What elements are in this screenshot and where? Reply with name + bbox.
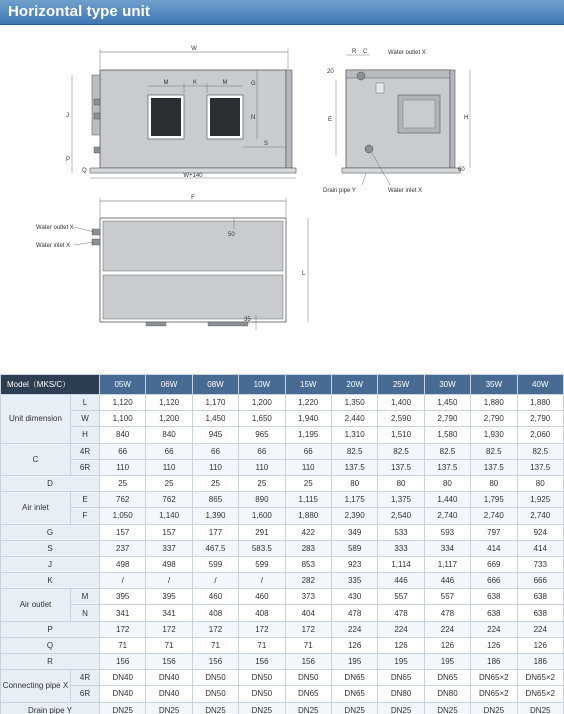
table-cell: 1,580 bbox=[424, 427, 470, 443]
side-view-drawing bbox=[323, 49, 470, 194]
model-col: 05W bbox=[100, 375, 146, 395]
table-cell: 408 bbox=[192, 605, 238, 621]
table-cell: 1,880 bbox=[471, 395, 517, 411]
table-cell: 172 bbox=[192, 621, 238, 637]
table-cell: 430 bbox=[331, 589, 377, 605]
row-sub-label: H bbox=[71, 427, 100, 443]
row-sub-label: M bbox=[71, 589, 100, 605]
table-cell: 2,790 bbox=[517, 411, 563, 427]
table-cell: 335 bbox=[331, 573, 377, 589]
table-cell: 137.5 bbox=[517, 459, 563, 475]
table-cell: 2,790 bbox=[424, 411, 470, 427]
table-cell: 467.5 bbox=[192, 540, 238, 556]
table-cell: DN65 bbox=[378, 670, 424, 686]
table-cell: 156 bbox=[146, 654, 192, 670]
table-cell: 1,930 bbox=[471, 427, 517, 443]
table-cell: 71 bbox=[239, 637, 285, 653]
table-cell: 172 bbox=[239, 621, 285, 637]
table-cell: 177 bbox=[192, 524, 238, 540]
table-cell: 66 bbox=[239, 443, 285, 459]
table-cell: 25 bbox=[100, 475, 146, 491]
table-cell: 2,740 bbox=[424, 508, 470, 524]
table-cell: 1,925 bbox=[517, 492, 563, 508]
table-cell: DN50 bbox=[239, 670, 285, 686]
table-cell: 1,350 bbox=[331, 395, 377, 411]
table-cell: 66 bbox=[100, 443, 146, 459]
table-cell: 25 bbox=[192, 475, 238, 491]
table-cell: 478 bbox=[331, 605, 377, 621]
label-f: F bbox=[191, 195, 195, 201]
table-cell: DN50 bbox=[239, 686, 285, 702]
label-q: Q bbox=[82, 168, 87, 174]
table-cell: 71 bbox=[192, 637, 238, 653]
table-cell: 195 bbox=[331, 654, 377, 670]
table-cell: 291 bbox=[239, 524, 285, 540]
table-cell: 82.5 bbox=[378, 443, 424, 459]
top-view-drawing bbox=[36, 195, 308, 330]
table-cell: 840 bbox=[100, 427, 146, 443]
label-j: J bbox=[66, 113, 69, 119]
table-cell: 404 bbox=[285, 605, 331, 621]
table-cell: 1,650 bbox=[239, 411, 285, 427]
label-water-outlet-top: Water outlet X bbox=[36, 225, 74, 231]
table-cell: 414 bbox=[517, 540, 563, 556]
table-cell: 414 bbox=[471, 540, 517, 556]
row-group-label: Unit dimension bbox=[1, 395, 71, 444]
table-cell: 945 bbox=[192, 427, 238, 443]
row-sub-label: 6R bbox=[71, 686, 100, 702]
table-cell: 66 bbox=[285, 443, 331, 459]
table-cell: 797 bbox=[471, 524, 517, 540]
table-cell: DN50 bbox=[285, 670, 331, 686]
table-row bbox=[1, 556, 564, 572]
table-cell: 224 bbox=[471, 621, 517, 637]
table-cell: 1,510 bbox=[378, 427, 424, 443]
table-header-row bbox=[1, 375, 564, 395]
table-cell: 137.5 bbox=[471, 459, 517, 475]
table-cell: 137.5 bbox=[331, 459, 377, 475]
table-cell: 237 bbox=[100, 540, 146, 556]
table-cell: DN80 bbox=[378, 686, 424, 702]
table-cell: DN40 bbox=[100, 670, 146, 686]
table-row bbox=[1, 411, 564, 427]
table-cell: 80 bbox=[378, 475, 424, 491]
table-cell: DN25 bbox=[331, 702, 377, 714]
label-water-inlet-top: Water inlet X bbox=[36, 243, 71, 249]
table-row bbox=[1, 637, 564, 653]
table-row bbox=[1, 702, 564, 714]
table-cell: 593 bbox=[424, 524, 470, 540]
drawings-svg bbox=[0, 25, 564, 370]
table-cell: 341 bbox=[100, 605, 146, 621]
model-col: 25W bbox=[378, 375, 424, 395]
table-cell: 82.5 bbox=[517, 443, 563, 459]
header-bar bbox=[0, 0, 564, 25]
label-g: G bbox=[251, 81, 256, 87]
table-cell: 334 bbox=[424, 540, 470, 556]
table-cell: 126 bbox=[331, 637, 377, 653]
row-sub-label: W bbox=[71, 411, 100, 427]
table-cell: 224 bbox=[517, 621, 563, 637]
label-e: E bbox=[328, 117, 333, 123]
table-cell: / bbox=[146, 573, 192, 589]
table-cell: 2,060 bbox=[517, 427, 563, 443]
table-cell: 1,450 bbox=[424, 395, 470, 411]
table-cell: 1,140 bbox=[146, 508, 192, 524]
row-group-label: S bbox=[1, 540, 100, 556]
table-row bbox=[1, 492, 564, 508]
table-cell: 638 bbox=[517, 605, 563, 621]
table-cell: 1,880 bbox=[517, 395, 563, 411]
label-60: 60 bbox=[458, 167, 465, 173]
table-cell: 82.5 bbox=[424, 443, 470, 459]
table-cell: 2,540 bbox=[378, 508, 424, 524]
table-cell: 1,120 bbox=[100, 395, 146, 411]
table-cell: 1,195 bbox=[285, 427, 331, 443]
table-cell: 478 bbox=[378, 605, 424, 621]
model-col: 35W bbox=[471, 375, 517, 395]
label-drain-pipe: Drain pipe Y bbox=[323, 188, 356, 194]
table-cell: 1,375 bbox=[378, 492, 424, 508]
table-row bbox=[1, 540, 564, 556]
table-cell: 1,200 bbox=[146, 411, 192, 427]
model-col: 40W bbox=[517, 375, 563, 395]
table-cell: DN25 bbox=[285, 702, 331, 714]
table-cell: 1,114 bbox=[378, 556, 424, 572]
label-water-outlet-side: Water outlet X bbox=[388, 50, 426, 56]
table-cell: 599 bbox=[239, 556, 285, 572]
table-cell: 1,120 bbox=[146, 395, 192, 411]
table-cell: / bbox=[192, 573, 238, 589]
table-cell: DN40 bbox=[146, 670, 192, 686]
label-w: W bbox=[191, 46, 197, 52]
table-cell: 156 bbox=[285, 654, 331, 670]
table-cell: 25 bbox=[285, 475, 331, 491]
table-cell: 853 bbox=[285, 556, 331, 572]
table-cell: DN65 bbox=[331, 670, 377, 686]
table-cell: 71 bbox=[146, 637, 192, 653]
label-50: 50 bbox=[228, 232, 235, 238]
table-cell: 1,940 bbox=[285, 411, 331, 427]
table-cell: 1,050 bbox=[100, 508, 146, 524]
table-cell: 583.5 bbox=[239, 540, 285, 556]
model-col: 20W bbox=[331, 375, 377, 395]
table-cell: 1,795 bbox=[471, 492, 517, 508]
table-body bbox=[1, 395, 564, 714]
model-col: 08W bbox=[192, 375, 238, 395]
table-cell: 156 bbox=[100, 654, 146, 670]
table-cell: 337 bbox=[146, 540, 192, 556]
table-cell: DN80 bbox=[424, 686, 470, 702]
row-group-label: Air inlet bbox=[1, 492, 71, 524]
label-s: S bbox=[263, 141, 269, 147]
label-20: 20 bbox=[327, 69, 334, 75]
page-title: Horizontal type unit bbox=[8, 3, 150, 20]
table-cell: 638 bbox=[471, 589, 517, 605]
table-cell: 498 bbox=[146, 556, 192, 572]
table-cell: 333 bbox=[378, 540, 424, 556]
table-cell: 25 bbox=[239, 475, 285, 491]
label-m-right: M bbox=[222, 80, 228, 86]
table-cell: 80 bbox=[517, 475, 563, 491]
row-sub-label: L bbox=[71, 395, 100, 411]
row-sub-label: F bbox=[71, 508, 100, 524]
table-row bbox=[1, 621, 564, 637]
row-group-label: Connecting pipe X bbox=[1, 670, 71, 702]
table-row bbox=[1, 395, 564, 411]
label-h: H bbox=[464, 115, 469, 121]
table-cell: 66 bbox=[192, 443, 238, 459]
label-n: N bbox=[251, 115, 256, 121]
table-cell: 1,880 bbox=[285, 508, 331, 524]
table-cell: 422 bbox=[285, 524, 331, 540]
row-group-label: P bbox=[1, 621, 100, 637]
table-cell: 126 bbox=[424, 637, 470, 653]
label-r: R bbox=[352, 49, 357, 55]
table-cell: 224 bbox=[378, 621, 424, 637]
row-sub-label: 4R bbox=[71, 670, 100, 686]
table-cell: DN65×2 bbox=[471, 686, 517, 702]
table-cell: 186 bbox=[517, 654, 563, 670]
table-cell: 1,440 bbox=[424, 492, 470, 508]
table-cell: 137.5 bbox=[378, 459, 424, 475]
table-cell: 446 bbox=[378, 573, 424, 589]
table-cell: 460 bbox=[192, 589, 238, 605]
table-cell: 82.5 bbox=[471, 443, 517, 459]
table-row bbox=[1, 654, 564, 670]
table-cell: DN25 bbox=[378, 702, 424, 714]
model-col: 15W bbox=[285, 375, 331, 395]
table-row bbox=[1, 589, 564, 605]
row-group-label: D bbox=[1, 475, 100, 491]
model-col: 30W bbox=[424, 375, 470, 395]
table-cell: 638 bbox=[517, 589, 563, 605]
table-cell: 533 bbox=[378, 524, 424, 540]
table-cell: 762 bbox=[146, 492, 192, 508]
table-cell: 890 bbox=[239, 492, 285, 508]
table-row bbox=[1, 670, 564, 686]
row-sub-label: E bbox=[71, 492, 100, 508]
table-cell: 638 bbox=[471, 605, 517, 621]
row-group-label: Drain pipe Y bbox=[1, 702, 100, 714]
label-w140: W+140 bbox=[183, 173, 203, 179]
row-group-label: C bbox=[1, 443, 71, 475]
table-cell: 2,590 bbox=[378, 411, 424, 427]
table-cell: 2,740 bbox=[471, 508, 517, 524]
table-cell: 1,200 bbox=[239, 395, 285, 411]
table-cell: 110 bbox=[239, 459, 285, 475]
table-cell: DN65 bbox=[331, 686, 377, 702]
table-cell: DN25 bbox=[517, 702, 563, 714]
row-sub-label: 6R bbox=[71, 459, 100, 475]
table-cell: 965 bbox=[239, 427, 285, 443]
table-cell: 195 bbox=[424, 654, 470, 670]
row-sub-label: 4R bbox=[71, 443, 100, 459]
table-row bbox=[1, 573, 564, 589]
table-cell: DN65×2 bbox=[517, 670, 563, 686]
table-row bbox=[1, 524, 564, 540]
row-group-label: K bbox=[1, 573, 100, 589]
table-cell: DN65 bbox=[285, 686, 331, 702]
label-p: P bbox=[66, 157, 71, 163]
table-cell: 2,790 bbox=[471, 411, 517, 427]
table-cell: 1,310 bbox=[331, 427, 377, 443]
table-row bbox=[1, 686, 564, 702]
front-view-drawing bbox=[66, 46, 296, 179]
table-cell: 446 bbox=[424, 573, 470, 589]
label-35: 35 bbox=[244, 317, 251, 323]
table-cell: 186 bbox=[471, 654, 517, 670]
label-water-inlet-side: Water inlet X bbox=[388, 188, 423, 194]
label-l: L bbox=[302, 271, 306, 277]
table-cell: 172 bbox=[146, 621, 192, 637]
table-cell: 110 bbox=[146, 459, 192, 475]
table-cell: 195 bbox=[378, 654, 424, 670]
table-row bbox=[1, 475, 564, 491]
table-cell: 1,450 bbox=[192, 411, 238, 427]
table-cell: 110 bbox=[192, 459, 238, 475]
table-cell: 110 bbox=[100, 459, 146, 475]
table-cell: 80 bbox=[331, 475, 377, 491]
table-cell: 137.5 bbox=[424, 459, 470, 475]
model-col: 06W bbox=[146, 375, 192, 395]
table-cell: 157 bbox=[100, 524, 146, 540]
table-cell: 599 bbox=[192, 556, 238, 572]
table-cell: DN65 bbox=[424, 670, 470, 686]
table-row bbox=[1, 508, 564, 524]
table-cell: DN25 bbox=[100, 702, 146, 714]
table-cell: 283 bbox=[285, 540, 331, 556]
table-cell: DN40 bbox=[146, 686, 192, 702]
table-cell: 762 bbox=[100, 492, 146, 508]
table-cell: 1,170 bbox=[192, 395, 238, 411]
table-cell: 341 bbox=[146, 605, 192, 621]
row-group-label: G bbox=[1, 524, 100, 540]
table-cell: 865 bbox=[192, 492, 238, 508]
table-cell: DN50 bbox=[192, 686, 238, 702]
table-cell: 82.5 bbox=[331, 443, 377, 459]
model-header: Model（MKS/C） bbox=[1, 375, 100, 395]
table-cell: 156 bbox=[192, 654, 238, 670]
table-cell: 478 bbox=[424, 605, 470, 621]
table-cell: 1,400 bbox=[378, 395, 424, 411]
table-cell: DN50 bbox=[192, 670, 238, 686]
table-cell: 80 bbox=[471, 475, 517, 491]
table-cell: 373 bbox=[285, 589, 331, 605]
table-cell: 733 bbox=[517, 556, 563, 572]
table-cell: 224 bbox=[331, 621, 377, 637]
table-cell: DN25 bbox=[471, 702, 517, 714]
table-row bbox=[1, 459, 564, 475]
table-cell: 1,117 bbox=[424, 556, 470, 572]
table-cell: 924 bbox=[517, 524, 563, 540]
row-group-label: Q bbox=[1, 637, 100, 653]
table-cell: DN65×2 bbox=[517, 686, 563, 702]
table-cell: 1,100 bbox=[100, 411, 146, 427]
table-cell: 1,115 bbox=[285, 492, 331, 508]
table-row bbox=[1, 443, 564, 459]
table-cell: 669 bbox=[471, 556, 517, 572]
technical-drawings bbox=[0, 25, 564, 370]
table-cell: 460 bbox=[239, 589, 285, 605]
row-sub-label: N bbox=[71, 605, 100, 621]
label-c: C bbox=[363, 49, 368, 55]
table-cell: 71 bbox=[100, 637, 146, 653]
table-cell: DN25 bbox=[146, 702, 192, 714]
table-cell: DN65×2 bbox=[471, 670, 517, 686]
table-cell: 66 bbox=[146, 443, 192, 459]
table-cell: 840 bbox=[146, 427, 192, 443]
table-cell: 1,175 bbox=[331, 492, 377, 508]
table-cell: / bbox=[100, 573, 146, 589]
table-cell: 1,390 bbox=[192, 508, 238, 524]
table-cell: 923 bbox=[331, 556, 377, 572]
label-m-left: M bbox=[163, 80, 169, 86]
table-cell: 2,740 bbox=[517, 508, 563, 524]
table-cell: 349 bbox=[331, 524, 377, 540]
table-cell: 395 bbox=[146, 589, 192, 605]
table-cell: 589 bbox=[331, 540, 377, 556]
table-cell: 126 bbox=[378, 637, 424, 653]
table-cell: 1,600 bbox=[239, 508, 285, 524]
table-cell: 172 bbox=[100, 621, 146, 637]
table-cell: 557 bbox=[424, 589, 470, 605]
table-cell: 2,440 bbox=[331, 411, 377, 427]
label-k: K bbox=[192, 80, 198, 86]
table-cell: 395 bbox=[100, 589, 146, 605]
table-cell: 80 bbox=[424, 475, 470, 491]
table-cell: 157 bbox=[146, 524, 192, 540]
row-group-label: J bbox=[1, 556, 100, 572]
model-col: 10W bbox=[239, 375, 285, 395]
table-cell: 1,220 bbox=[285, 395, 331, 411]
specification-table bbox=[0, 374, 564, 714]
row-group-label: Air outlet bbox=[1, 589, 71, 621]
table-cell: 408 bbox=[239, 605, 285, 621]
table-cell: 71 bbox=[285, 637, 331, 653]
table-cell: 126 bbox=[517, 637, 563, 653]
table-row bbox=[1, 605, 564, 621]
row-group-label: R bbox=[1, 654, 100, 670]
table-cell: DN40 bbox=[100, 686, 146, 702]
table-cell: 126 bbox=[471, 637, 517, 653]
table-cell: 156 bbox=[239, 654, 285, 670]
table-cell: 110 bbox=[285, 459, 331, 475]
table-cell: DN25 bbox=[239, 702, 285, 714]
table-cell: / bbox=[239, 573, 285, 589]
table-cell: 666 bbox=[517, 573, 563, 589]
table-cell: 224 bbox=[424, 621, 470, 637]
table-cell: DN25 bbox=[424, 702, 470, 714]
table-cell: 498 bbox=[100, 556, 146, 572]
table-cell: 2,390 bbox=[331, 508, 377, 524]
table-cell: 666 bbox=[471, 573, 517, 589]
table-cell: 25 bbox=[146, 475, 192, 491]
table-cell: DN25 bbox=[192, 702, 238, 714]
table-cell: 172 bbox=[285, 621, 331, 637]
table-cell: 557 bbox=[378, 589, 424, 605]
table-cell: 282 bbox=[285, 573, 331, 589]
table-row bbox=[1, 427, 564, 443]
